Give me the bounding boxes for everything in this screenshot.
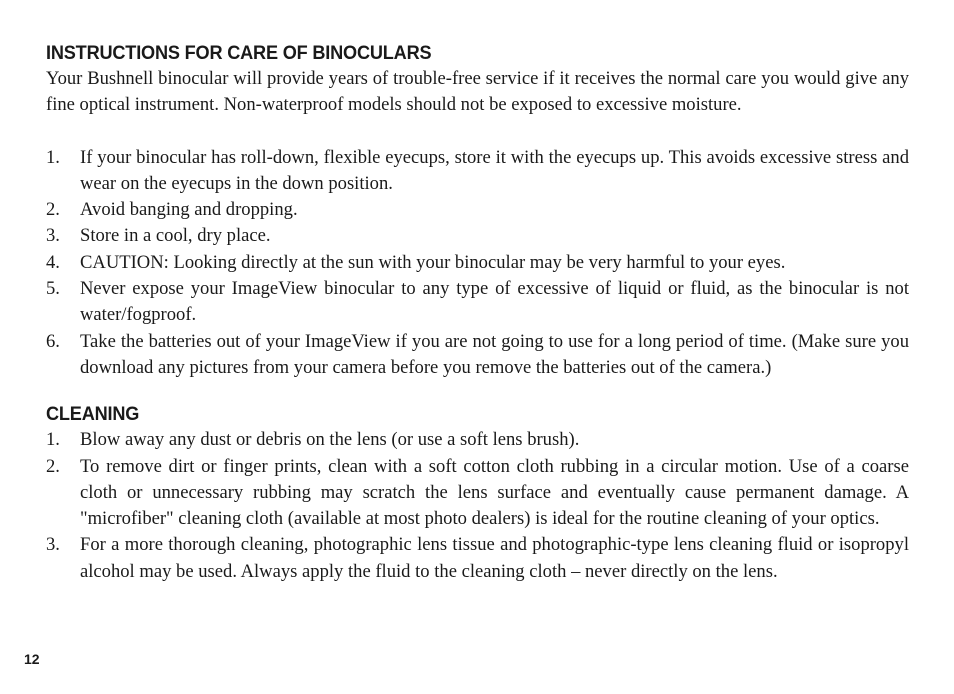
cleaning-list-item (46, 427, 909, 453)
list-text: For a more thorough cleaning, photographic lens tissue and photographic-type lens cleaning fluid or isopropyl alcohol may be used. Always apply the fluid to the cleaning cloth – never directly on the lens. (80, 534, 909, 582)
care-list-item (46, 145, 909, 198)
spacer (46, 381, 909, 401)
list-number: 4. (46, 251, 60, 273)
list-text: Avoid banging and dropping. (80, 199, 298, 221)
list-number: 3. (46, 534, 60, 556)
list-number: 3. (46, 225, 60, 247)
care-list-item (46, 223, 909, 249)
cleaning-list-item (46, 532, 909, 585)
list-number: 2. (46, 455, 60, 477)
list-text: Take the batteries out of your ImageView if you are not going to use for a long period of time. (Make sure you download any pictures from your camera before you remove the batteries out of the camera.) (80, 330, 909, 378)
list-text: Blow away any dust or debris on the lens (or use a soft lens brush). (80, 429, 580, 451)
list-text: Store in a cool, dry place. (80, 225, 271, 247)
spacer (46, 119, 909, 145)
care-intro: Your Bushnell binocular will provide years of trouble-free service if it receives the normal care you would give any fine optical instrument. Non-waterproof models should not be exposed to excessive moisture. (46, 68, 909, 116)
care-list-item (46, 250, 909, 276)
list-text: To remove dirt or finger prints, clean with a soft cotton cloth rubbing in a circular motion. Use of a coarse cloth or unnecessary rubbing may scratch the lens surface and eventually cause permanent damage. A "microfiber" cleaning cloth (available at most photo dealers) is ideal for the routine cleaning of your optics. (80, 455, 909, 530)
cleaning-list-item (46, 454, 909, 533)
care-list-item (46, 197, 909, 223)
list-number: 1. (46, 429, 60, 451)
care-list (46, 145, 909, 382)
care-list-item (46, 329, 909, 382)
care-list-item (46, 276, 909, 329)
cleaning-list (46, 427, 909, 585)
list-number: 2. (46, 199, 60, 221)
manual-page (46, 40, 909, 585)
list-text: If your binocular has roll-down, flexible eyecups, store it with the eyecups up. This avoids excessive stress and wear on the eyecups in the down position. (80, 146, 909, 194)
list-text: Never expose your ImageView binocular to any type of excessive of liquid or fluid, as the binocular is not water/fogproof. (80, 278, 909, 326)
list-text: CAUTION: Looking directly at the sun with your binocular may be very harmful to your eyes. (80, 251, 786, 273)
list-number: 1. (46, 146, 60, 168)
page-number: 12 (24, 651, 40, 667)
cleaning-heading: CLEANING (46, 403, 140, 426)
list-number: 5. (46, 278, 60, 300)
care-heading: INSTRUCTIONS FOR CARE OF BINOCULARS (46, 42, 432, 64)
list-number: 6. (46, 330, 60, 352)
